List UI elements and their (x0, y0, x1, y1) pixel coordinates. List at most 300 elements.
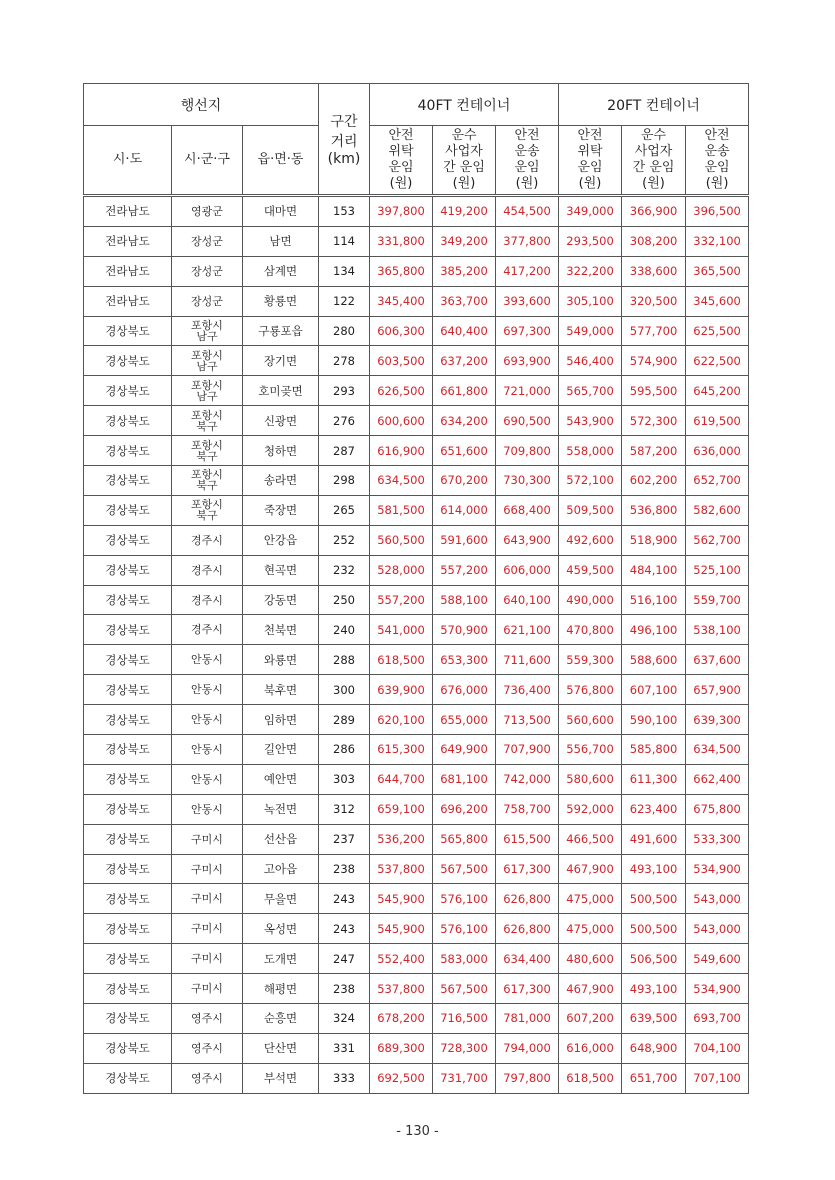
cell-sido: 경상북도 (84, 974, 172, 1004)
cell-eupmyeondong: 호미곶면 (243, 376, 319, 406)
cell-20-safety-transport: 636,000 (686, 436, 749, 466)
table-row (84, 764, 749, 794)
cell-40-safety-consign: 616,900 (370, 436, 433, 466)
table-row (84, 914, 749, 944)
cell-40-safety-consign: 634,500 (370, 466, 433, 496)
cell-40-carrier-between: 583,000 (433, 944, 496, 974)
cell-40-carrier-between: 637,200 (433, 346, 496, 376)
table-row (84, 406, 749, 436)
cell-20-safety-consign: 466,500 (559, 824, 622, 854)
cell-40-carrier-between: 681,100 (433, 764, 496, 794)
cell-eupmyeondong: 선산읍 (243, 824, 319, 854)
cell-40-carrier-between: 661,800 (433, 376, 496, 406)
cell-20-carrier-between: 496,100 (622, 615, 686, 645)
cell-40-carrier-between: 716,500 (433, 1004, 496, 1034)
table-row (84, 675, 749, 705)
cell-40-safety-transport: 742,000 (496, 764, 559, 794)
cell-distance: 333 (319, 1063, 370, 1093)
cell-distance: 252 (319, 525, 370, 555)
cell-40-safety-consign: 557,200 (370, 585, 433, 615)
cell-sido: 경상북도 (84, 466, 172, 496)
cell-40-carrier-between: 567,500 (433, 854, 496, 884)
cell-20-safety-transport: 707,100 (686, 1063, 749, 1093)
cell-20-carrier-between: 639,500 (622, 1004, 686, 1034)
cell-40-safety-transport: 697,300 (496, 316, 559, 346)
cell-40-safety-consign: 537,800 (370, 854, 433, 884)
table-row (84, 316, 749, 346)
cell-40-safety-transport: 711,600 (496, 645, 559, 675)
cell-40-carrier-between: 670,200 (433, 466, 496, 496)
cell-sigungu: 장성군 (172, 286, 243, 316)
cell-20-carrier-between: 320,500 (622, 286, 686, 316)
cell-40-safety-consign: 331,800 (370, 226, 433, 256)
cell-20-safety-transport: 645,200 (686, 376, 749, 406)
cell-40-safety-transport: 643,900 (496, 525, 559, 555)
cell-40-safety-transport: 626,800 (496, 914, 559, 944)
cell-20-safety-consign: 490,000 (559, 585, 622, 615)
cell-distance: 247 (319, 944, 370, 974)
rate-table-body (84, 196, 749, 1094)
cell-sido: 경상북도 (84, 884, 172, 914)
cell-40-safety-consign: 626,500 (370, 376, 433, 406)
cell-eupmyeondong: 송라면 (243, 466, 319, 496)
cell-40-carrier-between: 676,000 (433, 675, 496, 705)
cell-40-safety-transport: 713,500 (496, 705, 559, 735)
cell-40-carrier-between: 349,200 (433, 226, 496, 256)
cell-distance: 286 (319, 735, 370, 765)
cell-20-carrier-between: 588,600 (622, 645, 686, 675)
cell-distance: 288 (319, 645, 370, 675)
cell-eupmyeondong: 현곡면 (243, 555, 319, 585)
table-row (84, 735, 749, 765)
cell-40-carrier-between: 591,600 (433, 525, 496, 555)
cell-20-carrier-between: 500,500 (622, 914, 686, 944)
cell-40-safety-consign: 365,800 (370, 256, 433, 286)
cell-40-safety-consign: 345,400 (370, 286, 433, 316)
cell-sigungu: 구미시 (172, 824, 243, 854)
cell-40-safety-transport: 417,200 (496, 256, 559, 286)
cell-sigungu: 안동시 (172, 675, 243, 705)
cell-20-safety-transport: 582,600 (686, 495, 749, 525)
cell-sigungu: 영광군 (172, 196, 243, 227)
cell-sido: 경상북도 (84, 1004, 172, 1034)
cell-20-carrier-between: 572,300 (622, 406, 686, 436)
cell-sigungu: 영주시 (172, 1033, 243, 1063)
table-row (84, 974, 749, 1004)
cell-40-safety-transport: 606,000 (496, 555, 559, 585)
cell-20-carrier-between: 484,100 (622, 555, 686, 585)
cell-40-safety-consign: 552,400 (370, 944, 433, 974)
table-row (84, 346, 749, 376)
cell-eupmyeondong: 신광면 (243, 406, 319, 436)
cell-20-carrier-between: 602,200 (622, 466, 686, 496)
cell-40-safety-transport: 758,700 (496, 794, 559, 824)
cell-distance: 114 (319, 226, 370, 256)
cell-20-carrier-between: 577,700 (622, 316, 686, 346)
cell-20-safety-consign: 565,700 (559, 376, 622, 406)
cell-eupmyeondong: 길안면 (243, 735, 319, 765)
cell-distance: 303 (319, 764, 370, 794)
cell-20-safety-consign: 546,400 (559, 346, 622, 376)
cell-distance: 232 (319, 555, 370, 585)
cell-eupmyeondong: 와룡면 (243, 645, 319, 675)
table-row (84, 555, 749, 585)
cell-eupmyeondong: 부석면 (243, 1063, 319, 1093)
header-40-carrier-between: 운수 사업자 간 운임 (원) (433, 126, 496, 196)
cell-40-safety-transport: 617,300 (496, 974, 559, 1004)
cell-eupmyeondong: 장기면 (243, 346, 319, 376)
cell-sigungu: 안동시 (172, 705, 243, 735)
cell-40-carrier-between: 557,200 (433, 555, 496, 585)
cell-sido: 경상북도 (84, 794, 172, 824)
cell-sigungu: 구미시 (172, 854, 243, 884)
cell-20-safety-transport: 332,100 (686, 226, 749, 256)
cell-40-safety-consign: 639,900 (370, 675, 433, 705)
cell-sigungu: 구미시 (172, 914, 243, 944)
cell-40-safety-transport: 693,900 (496, 346, 559, 376)
cell-20-safety-transport: 622,500 (686, 346, 749, 376)
cell-40-safety-transport: 707,900 (496, 735, 559, 765)
cell-eupmyeondong: 구룡포읍 (243, 316, 319, 346)
rate-table (83, 83, 749, 1094)
cell-20-carrier-between: 308,200 (622, 226, 686, 256)
cell-distance: 122 (319, 286, 370, 316)
cell-20-safety-transport: 639,300 (686, 705, 749, 735)
table-row (84, 1063, 749, 1093)
header-40-safety-consign: 안전 위탁 운임 (원) (370, 126, 433, 196)
cell-20-safety-consign: 560,600 (559, 705, 622, 735)
cell-20-carrier-between: 595,500 (622, 376, 686, 406)
cell-40-safety-consign: 618,500 (370, 645, 433, 675)
cell-40-carrier-between: 634,200 (433, 406, 496, 436)
cell-sigungu: 구미시 (172, 974, 243, 1004)
table-row (84, 1004, 749, 1034)
cell-20-carrier-between: 516,100 (622, 585, 686, 615)
cell-sido: 경상북도 (84, 645, 172, 675)
cell-20-carrier-between: 506,500 (622, 944, 686, 974)
cell-sido: 전라남도 (84, 256, 172, 286)
cell-20-safety-consign: 618,500 (559, 1063, 622, 1093)
cell-40-safety-transport: 797,800 (496, 1063, 559, 1093)
cell-20-safety-consign: 459,500 (559, 555, 622, 585)
header-40-safety-transport: 안전 운송 운임 (원) (496, 126, 559, 196)
cell-eupmyeondong: 임하면 (243, 705, 319, 735)
header-20-safety-transport: 안전 운송 운임 (원) (686, 126, 749, 196)
table-row (84, 794, 749, 824)
header-region: 행선지 (84, 84, 319, 126)
cell-40-carrier-between: 419,200 (433, 196, 496, 227)
cell-sido: 경상북도 (84, 615, 172, 645)
cell-40-safety-consign: 689,300 (370, 1033, 433, 1063)
header-40ft: 40FT 컨테이너 (370, 84, 559, 126)
cell-20-safety-consign: 607,200 (559, 1004, 622, 1034)
header-sigungu: 시·군·구 (172, 126, 243, 196)
cell-20-safety-transport: 543,000 (686, 884, 749, 914)
cell-40-safety-consign: 545,900 (370, 884, 433, 914)
cell-40-safety-consign: 692,500 (370, 1063, 433, 1093)
cell-distance: 289 (319, 705, 370, 735)
cell-eupmyeondong: 무을면 (243, 884, 319, 914)
cell-20-safety-consign: 543,900 (559, 406, 622, 436)
cell-40-safety-transport: 721,000 (496, 376, 559, 406)
cell-20-safety-transport: 634,500 (686, 735, 749, 765)
cell-20-safety-consign: 293,500 (559, 226, 622, 256)
table-row (84, 854, 749, 884)
cell-sigungu: 포항시 북구 (172, 466, 243, 496)
cell-20-carrier-between: 366,900 (622, 196, 686, 227)
cell-distance: 324 (319, 1004, 370, 1034)
cell-40-safety-transport: 615,500 (496, 824, 559, 854)
table-row (84, 944, 749, 974)
cell-20-carrier-between: 607,100 (622, 675, 686, 705)
cell-20-safety-transport: 345,600 (686, 286, 749, 316)
cell-40-safety-transport: 393,600 (496, 286, 559, 316)
header-sido: 시·도 (84, 126, 172, 196)
cell-20-safety-consign: 559,300 (559, 645, 622, 675)
cell-20-carrier-between: 518,900 (622, 525, 686, 555)
cell-40-safety-transport: 377,800 (496, 226, 559, 256)
cell-20-safety-consign: 480,600 (559, 944, 622, 974)
table-row (84, 495, 749, 525)
cell-sido: 경상북도 (84, 376, 172, 406)
cell-sigungu: 포항시 북구 (172, 406, 243, 436)
cell-sigungu: 경주시 (172, 585, 243, 615)
cell-sigungu: 안동시 (172, 645, 243, 675)
cell-20-carrier-between: 493,100 (622, 854, 686, 884)
cell-sigungu: 장성군 (172, 256, 243, 286)
cell-sido: 경상북도 (84, 316, 172, 346)
cell-distance: 240 (319, 615, 370, 645)
cell-40-safety-consign: 600,600 (370, 406, 433, 436)
cell-20-carrier-between: 574,900 (622, 346, 686, 376)
cell-sido: 경상북도 (84, 495, 172, 525)
table-row (84, 256, 749, 286)
cell-distance: 331 (319, 1033, 370, 1063)
cell-20-safety-transport: 562,700 (686, 525, 749, 555)
cell-distance: 293 (319, 376, 370, 406)
cell-sido: 경상북도 (84, 585, 172, 615)
cell-sigungu: 영주시 (172, 1063, 243, 1093)
cell-40-carrier-between: 363,700 (433, 286, 496, 316)
cell-20-safety-consign: 576,800 (559, 675, 622, 705)
cell-40-safety-transport: 709,800 (496, 436, 559, 466)
table-row (84, 196, 749, 227)
cell-20-safety-consign: 592,000 (559, 794, 622, 824)
cell-sido: 경상북도 (84, 525, 172, 555)
cell-sido: 경상북도 (84, 406, 172, 436)
cell-40-carrier-between: 567,500 (433, 974, 496, 1004)
cell-40-safety-transport: 781,000 (496, 1004, 559, 1034)
cell-sido: 전라남도 (84, 286, 172, 316)
cell-sigungu: 영주시 (172, 1004, 243, 1034)
cell-eupmyeondong: 남면 (243, 226, 319, 256)
cell-distance: 243 (319, 914, 370, 944)
cell-40-safety-transport: 454,500 (496, 196, 559, 227)
cell-20-safety-transport: 533,300 (686, 824, 749, 854)
cell-eupmyeondong: 천북면 (243, 615, 319, 645)
cell-40-safety-consign: 678,200 (370, 1004, 433, 1034)
cell-20-safety-transport: 637,600 (686, 645, 749, 675)
cell-20-carrier-between: 338,600 (622, 256, 686, 286)
cell-40-safety-consign: 545,900 (370, 914, 433, 944)
cell-20-safety-transport: 365,500 (686, 256, 749, 286)
cell-sigungu: 경주시 (172, 525, 243, 555)
cell-20-safety-consign: 475,000 (559, 914, 622, 944)
cell-40-carrier-between: 653,300 (433, 645, 496, 675)
cell-sido: 경상북도 (84, 555, 172, 585)
cell-eupmyeondong: 강동면 (243, 585, 319, 615)
table-row (84, 376, 749, 406)
cell-40-safety-consign: 615,300 (370, 735, 433, 765)
cell-sido: 경상북도 (84, 824, 172, 854)
cell-40-safety-consign: 560,500 (370, 525, 433, 555)
cell-distance: 278 (319, 346, 370, 376)
table-row (84, 226, 749, 256)
cell-20-safety-transport: 525,100 (686, 555, 749, 585)
cell-20-carrier-between: 611,300 (622, 764, 686, 794)
cell-20-carrier-between: 491,600 (622, 824, 686, 854)
cell-20-safety-transport: 652,700 (686, 466, 749, 496)
cell-40-safety-consign: 536,200 (370, 824, 433, 854)
cell-eupmyeondong: 옥성면 (243, 914, 319, 944)
cell-20-safety-consign: 322,200 (559, 256, 622, 286)
cell-sigungu: 장성군 (172, 226, 243, 256)
table-row (84, 286, 749, 316)
cell-20-carrier-between: 500,500 (622, 884, 686, 914)
cell-20-carrier-between: 651,700 (622, 1063, 686, 1093)
table-row (84, 705, 749, 735)
cell-40-safety-consign: 397,800 (370, 196, 433, 227)
cell-distance: 243 (319, 884, 370, 914)
cell-20-safety-transport: 662,400 (686, 764, 749, 794)
cell-distance: 237 (319, 824, 370, 854)
cell-eupmyeondong: 안강읍 (243, 525, 319, 555)
cell-sigungu: 안동시 (172, 764, 243, 794)
cell-40-safety-transport: 794,000 (496, 1033, 559, 1063)
cell-distance: 250 (319, 585, 370, 615)
cell-eupmyeondong: 삼계면 (243, 256, 319, 286)
cell-20-safety-consign: 475,000 (559, 884, 622, 914)
header-eupmyeondong: 읍·면·동 (243, 126, 319, 196)
cell-40-safety-transport: 634,400 (496, 944, 559, 974)
cell-eupmyeondong: 예안면 (243, 764, 319, 794)
cell-20-carrier-between: 623,400 (622, 794, 686, 824)
cell-sigungu: 안동시 (172, 735, 243, 765)
cell-40-safety-transport: 690,500 (496, 406, 559, 436)
cell-40-safety-consign: 528,000 (370, 555, 433, 585)
header-distance: 구간 거리 (km) (319, 84, 370, 196)
cell-40-safety-consign: 659,100 (370, 794, 433, 824)
cell-20-safety-consign: 470,800 (559, 615, 622, 645)
cell-sigungu: 구미시 (172, 884, 243, 914)
table-row (84, 585, 749, 615)
cell-40-safety-consign: 537,800 (370, 974, 433, 1004)
cell-20-safety-transport: 625,500 (686, 316, 749, 346)
cell-20-safety-consign: 572,100 (559, 466, 622, 496)
cell-sido: 경상북도 (84, 675, 172, 705)
cell-20-safety-transport: 675,800 (686, 794, 749, 824)
cell-sido: 경상북도 (84, 944, 172, 974)
cell-eupmyeondong: 대마면 (243, 196, 319, 227)
cell-40-carrier-between: 655,000 (433, 705, 496, 735)
table-row (84, 466, 749, 496)
table-row (84, 1033, 749, 1063)
cell-20-safety-consign: 549,000 (559, 316, 622, 346)
cell-sigungu: 포항시 북구 (172, 436, 243, 466)
cell-20-safety-transport: 538,100 (686, 615, 749, 645)
cell-20-safety-transport: 549,600 (686, 944, 749, 974)
cell-eupmyeondong: 죽장면 (243, 495, 319, 525)
cell-distance: 298 (319, 466, 370, 496)
cell-sido: 경상북도 (84, 854, 172, 884)
cell-eupmyeondong: 북후면 (243, 675, 319, 705)
cell-40-carrier-between: 728,300 (433, 1033, 496, 1063)
cell-20-carrier-between: 585,800 (622, 735, 686, 765)
cell-40-safety-consign: 581,500 (370, 495, 433, 525)
cell-40-safety-transport: 626,800 (496, 884, 559, 914)
cell-40-carrier-between: 649,900 (433, 735, 496, 765)
cell-20-safety-transport: 396,500 (686, 196, 749, 227)
cell-20-safety-transport: 543,000 (686, 914, 749, 944)
cell-sido: 경상북도 (84, 346, 172, 376)
cell-20-safety-consign: 616,000 (559, 1033, 622, 1063)
cell-40-safety-consign: 541,000 (370, 615, 433, 645)
cell-40-carrier-between: 614,000 (433, 495, 496, 525)
cell-distance: 134 (319, 256, 370, 286)
table-row (84, 525, 749, 555)
cell-40-carrier-between: 385,200 (433, 256, 496, 286)
cell-sido: 전라남도 (84, 226, 172, 256)
cell-20-safety-consign: 467,900 (559, 854, 622, 884)
cell-20-carrier-between: 648,900 (622, 1033, 686, 1063)
cell-sigungu: 포항시 남구 (172, 346, 243, 376)
cell-20-safety-transport: 704,100 (686, 1033, 749, 1063)
cell-sido: 경상북도 (84, 1033, 172, 1063)
cell-40-safety-transport: 668,400 (496, 495, 559, 525)
cell-40-safety-transport: 736,400 (496, 675, 559, 705)
cell-distance: 265 (319, 495, 370, 525)
cell-distance: 238 (319, 974, 370, 1004)
cell-40-carrier-between: 576,100 (433, 914, 496, 944)
cell-sigungu: 경주시 (172, 615, 243, 645)
cell-20-carrier-between: 536,800 (622, 495, 686, 525)
cell-distance: 153 (319, 196, 370, 227)
cell-distance: 280 (319, 316, 370, 346)
cell-40-safety-transport: 617,300 (496, 854, 559, 884)
cell-20-safety-transport: 534,900 (686, 974, 749, 1004)
table-row (84, 824, 749, 854)
cell-eupmyeondong: 순흥면 (243, 1004, 319, 1034)
table-row (84, 436, 749, 466)
cell-eupmyeondong: 고아읍 (243, 854, 319, 884)
cell-eupmyeondong: 청하면 (243, 436, 319, 466)
cell-sido: 경상북도 (84, 764, 172, 794)
page-number: - 130 - (396, 1124, 439, 1139)
cell-40-carrier-between: 588,100 (433, 585, 496, 615)
cell-sido: 전라남도 (84, 196, 172, 227)
cell-distance: 287 (319, 436, 370, 466)
cell-40-carrier-between: 696,200 (433, 794, 496, 824)
cell-distance: 300 (319, 675, 370, 705)
cell-20-safety-consign: 556,700 (559, 735, 622, 765)
cell-40-safety-consign: 606,300 (370, 316, 433, 346)
cell-40-carrier-between: 576,100 (433, 884, 496, 914)
cell-sigungu: 포항시 북구 (172, 495, 243, 525)
cell-20-safety-consign: 509,500 (559, 495, 622, 525)
cell-20-safety-consign: 467,900 (559, 974, 622, 1004)
cell-40-carrier-between: 731,700 (433, 1063, 496, 1093)
table-row (84, 884, 749, 914)
